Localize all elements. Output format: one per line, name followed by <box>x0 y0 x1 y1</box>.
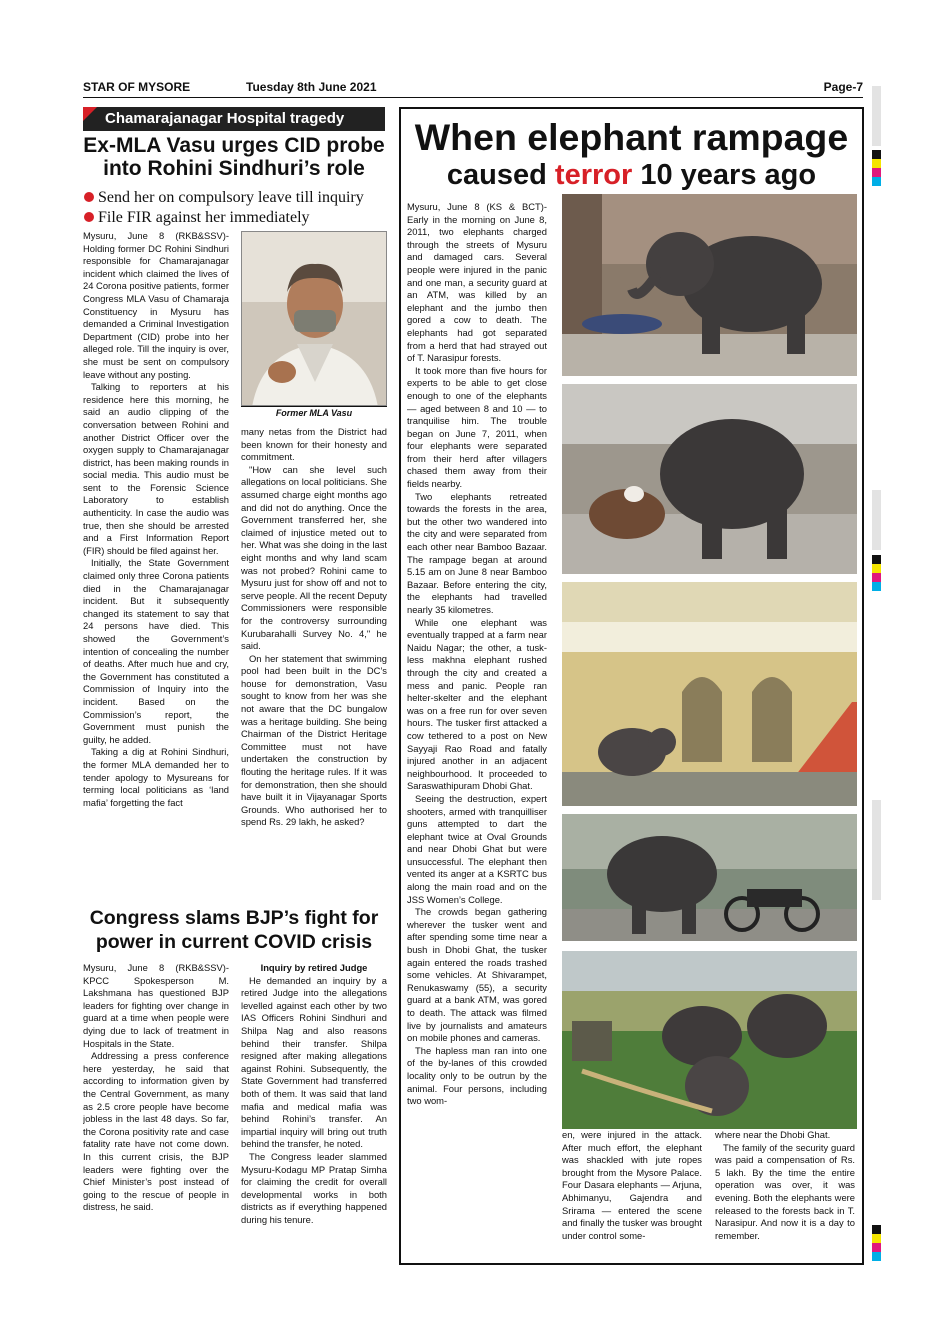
portrait-caption: Former MLA Vasu <box>241 406 387 419</box>
story2-para: He demanded an inquiry by a retired Judge into the allegations levelled against each other by two IAS Officers Rohini Sindhuri and Shilpa Nag and also reasons behind their transfer. Shilpa resigned after making allegations against Rohini. Subsequently, the State Government had transferred both of them. It was said that land mafia and medical mafia was behind Rohini’s transfer. An impartial inquiry will bring out truth behind the transfer, he noted. <box>241 974 387 1150</box>
story2-subhead: Inquiry by retired Judge <box>260 962 368 973</box>
story1-para: Mysuru, June 8 (RKB&SSV)- Holding former DC Rohini Sindhuri responsible for Chamarajanagar incident which claimed the lives of 24 Corona positive patients, former Congress MLA Vasu of Chamaraja Constituency in Mysuru has demanded a Criminal Investigation Department (CID) probe into her alleged role. Till the inquiry is over, she must be sent on compulsory leave without any posting. <box>83 230 229 380</box>
story3-headline-line2 <box>401 158 862 192</box>
story2-column-1 <box>83 962 229 1272</box>
story2-para: The Congress leader slammed Mysuru-Kodagu MP Pratap Simha for claiming the credit for overall developmental works in both districts as if everything happened during his tenure. <box>241 1150 387 1225</box>
story3-para: The hapless man ran into one of the by-lanes of this crowded locality only to be outrun by the animal. Four persons, including two wom- <box>407 1044 547 1107</box>
elephant-bikes-illustration <box>562 814 857 941</box>
newspaper-name: STAR OF MYSORE <box>83 80 191 94</box>
highlight-1 <box>83 188 385 208</box>
story1-column-1 <box>83 230 229 902</box>
issue-date: Tuesday 8th June 2021 <box>246 80 377 94</box>
story1-headline-line1: Ex-MLA Vasu urges CID probe <box>83 134 385 157</box>
story3-para: The crowds began gathering wherever the tusker went and after spending some time near a bush in Dhobi Ghat, the tusker again entered the roads trashed some vehicles. At Shivarampet, Renukaswamy (55), a security guard at a bank ATM, was gored to death. The attack was filmed live by journalists and amateurs on mobile phones and cameras. <box>407 906 547 1044</box>
story1-para: many netas from the District had been known for their honesty and commitment. <box>241 426 387 463</box>
story1-para: Initially, the State Government claimed only three Corona patients died in the Chamarajanagar incident. But it subsequently changed its statement to say that 24 persons have died. This showed the Government’s intention of concealing the number of deaths. After much hue and cry, the Government has constituted a Commission of Inquiry into the incident. Based on the Commission’s report, the Government must punish the guilty, he added. <box>83 557 229 745</box>
story2-headline-line1: Congress slams BJP’s fight for <box>89 907 379 929</box>
story3-column-1 <box>407 201 547 1257</box>
elephant-building-illustration <box>562 582 857 806</box>
story3-para: Mysuru, June 8 (KS & BCT)- Early in the morning on June 8, 2011, two elephants charged through the streets of Mysuru and damaged cars. Several people were injured in the panic and one man, a security guard at an ATM, was killed by an elephant and the jumbo then gored a cow to death. The elephants had got separated from a herd that had strayed out of T. Narasipur forests. <box>407 201 547 364</box>
story1-para: "How can she level such allegations on local politicians. She assumed charge eight months ago and did not do anything. Once the Government transferred her, she claimed of injustice meted out to her. What was she doing in the last eight months and why land scam was not probed? Rohini came to Mysuru just for show off and not to serve people. All the recent Deputy Commissioners were responsible for the controversy surrounding Kurubarahalli Survey No. 4," he said. <box>241 463 387 652</box>
elephant-cow-illustration <box>562 384 857 574</box>
story1-highlights <box>83 188 385 228</box>
story-kicker <box>83 107 385 131</box>
print-color-marks <box>872 1225 881 1261</box>
photo-elephant-bikes <box>562 814 857 941</box>
story1-para: On her statement that swimming pool had been built in the DC’s house for demonstration, Vasu sought to know from her was she not aware that the DC bungalow was a heritage building. She being Chairman of the District Heritage Committee must not have undertaken the construction by flouting the heritage rules. If it was for demonstration, then she should have built it in Vijayanagar Sports Grounds. Who authorised her to spend Rs. 29 lakh, he asked? <box>241 652 387 828</box>
page-number: Page-7 <box>823 80 863 94</box>
dasara-elephants-illustration <box>562 951 857 1129</box>
story1-headline <box>83 134 385 180</box>
story3-para: Two elephants retreated towards the forests in the area, but the other two wandered into the city and were separated from each other near Bamboo Bazaar. The rampage began at around 5.15 am on June 8 near Bamboo Bazaar. Before entering the city, the elephants had travelled nearly 35 kilometres. <box>407 490 547 615</box>
story3-headline-line1: When elephant rampage <box>414 116 849 158</box>
story3-para: The family of the security guard was paid a compensation of Rs. 5 lakh. By the time the entire operation was over, it was evening. Both the elephants were released to the forests back in T. Narasipur. And now it is a day to remember. <box>715 1141 855 1241</box>
story3-column-2 <box>562 1129 702 1257</box>
print-color-marks <box>872 150 881 186</box>
highlight-2-text: File FIR against her immediately <box>98 209 310 226</box>
story3-headline-emphasis: terror <box>554 159 633 191</box>
story3-para: Seeing the destruction, expert shooters, armed with tranquilliser guns attempted to dart the elephant twice at Oval Grounds and near Dhobi Ghat but were unsuccessful. The elephant then vented its anger at a KSRTC bus along the main road and on the JSS Women’s College. <box>407 792 547 905</box>
story1-column-2 <box>241 426 387 902</box>
story3-para: where near the Dhobi Ghat. <box>715 1129 831 1140</box>
highlight-1-text: Send her on compulsory leave till inquiry <box>98 189 364 206</box>
portrait-photo <box>241 231 387 406</box>
story3-headline-pre: caused <box>446 159 555 191</box>
photo-elephant-building <box>562 582 857 806</box>
story2-headline-line2: power in current COVID crisis <box>95 931 373 953</box>
photo-elephant-cow <box>562 384 857 574</box>
masthead-rule <box>83 97 863 98</box>
print-grey-bar <box>872 800 881 900</box>
story1-headline-line2: into Rohini Sindhuri’s role <box>103 157 365 180</box>
photo-dasara-elephants <box>562 951 857 1129</box>
bullet-dot-icon <box>84 192 94 202</box>
masthead <box>83 78 863 96</box>
print-color-marks <box>872 555 881 591</box>
portrait-illustration <box>242 232 387 406</box>
story3-para: en, were injured in the attack. After much effort, the elephant was shackled with jute ropes brought from the Mysore Palace. Four Dasara elephants — Arjuna, Abhimanyu, Gajendra and Srirama — entered the scene and finally the tusker was brought under control some- <box>562 1129 702 1241</box>
highlight-2 <box>83 208 385 228</box>
kicker-label: Chamarajanagar Hospital tragedy <box>105 110 345 127</box>
story3-headline-post: 10 years ago <box>632 159 817 191</box>
print-grey-bar <box>872 86 881 146</box>
story3-para: It took more than five hours for experts to be able to get close enough to one of the elephants — aged between 8 and 10 — to tranquilise him. The trouble began on June 7, 2011, when four elephants were separated from their herd after villagers chased them away from their fields nearby. <box>407 364 547 490</box>
elephant-street-illustration <box>562 194 857 376</box>
story2-headline <box>83 906 385 954</box>
story1-para: Talking to reporters at his residence here this morning, he said an audio clipping of the conversation between Rohini and another District Officer over the oxygen supply to Chamarajanagar district, has been making rounds in social media. This audio must be sent to the Forensic Science Laboratory to establish authenticity. In case the audio was true, then she should be arrested and a First Information Report (FIR) should be filed against her. <box>83 381 229 556</box>
story2-para: Addressing a press conference here yesterday, he said that according to information given by the Central Government, as many as 2.5 crore people have become jobless in the last 48 days. So far, the Corona positivity rate and case fatality rate have not come down. In this current crisis, the BJP leaders were fighting over the Chief Minister’s post instead of going to the rescue of people in distress, he said. <box>83 1050 229 1213</box>
story2-column-2 <box>241 962 387 1272</box>
kicker-corner-icon <box>83 107 97 121</box>
story3-column-3 <box>715 1129 855 1257</box>
story3-para: While one elephant was eventually trapped at a farm near Naidu Nagar; the other, a tusk-less makhna elephant rushed through the city and created a mess and panic. People ran helter-skelter and the elephant was on a free run for over seven hours. The tusker first attacked a cow tethered to a post on New Sayyaji Rao Road and fatally injured another in an adjacent neighbourhood. It proceeded to Saraswathipuram Dhobi Ghat. <box>407 616 547 792</box>
story2-para: Mysuru, June 8 (RKB&SSV)- KPCC Spokesperson M. Lakshmana has questioned BJP leaders for fighting over change in guard at a time when people were dying due to lack of treatment in Hospitals in the State. <box>83 962 229 1049</box>
print-grey-bar <box>872 490 881 550</box>
bullet-dot-icon <box>84 212 94 222</box>
photo-elephant-street <box>562 194 857 376</box>
story1-para: Taking a dig at Rohini Sindhuri, the former MLA demanded her to tender apology to Mysureans for terming local politicians as ‘land mafia’ forgetting the fact <box>83 746 229 808</box>
